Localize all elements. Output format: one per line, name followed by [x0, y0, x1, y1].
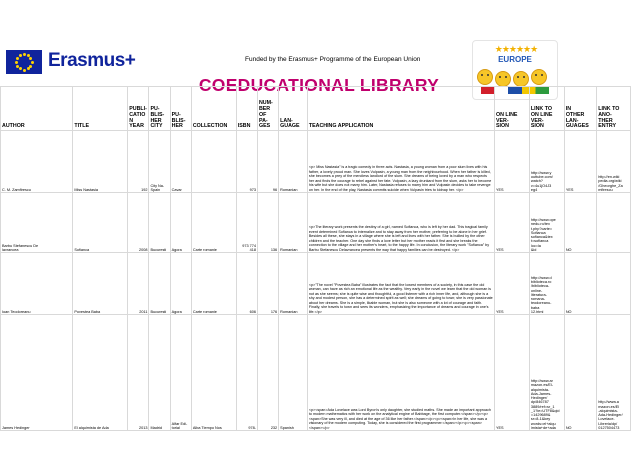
- table-header-row: [1, 87, 631, 131]
- cell-publisher: Alfar Edi- torial: [170, 315, 191, 431]
- erasmus-logo-text: Erasmus+: [48, 50, 136, 71]
- column-header-other-languages: IN OTHER LAN- GUAGES: [564, 87, 596, 131]
- cell-link[interactable]: http://www.ar mazon.es/El- alquimista- Ada-James- Hedinger/ dp/846787 3889/ref=sr_1 _1?ie=UTF8&qid =1429689& sr=8-1&key words=el+alqu imista+de+ada: [529, 315, 564, 431]
- cell-collection: Carte romanie: [191, 253, 236, 315]
- library-table-container: [0, 86, 638, 431]
- cell-title: El alquimista de Ada: [73, 315, 128, 431]
- eu-star-icon: [15, 61, 18, 64]
- column-header-publication-year: PUBLI- CATION YEAR: [128, 87, 149, 131]
- smiley-face-icon: [495, 71, 511, 87]
- column-header-author: AUTHOR: [1, 87, 73, 131]
- cell-link-other: [597, 253, 631, 315]
- cell-other-lang: YES: [564, 131, 596, 193]
- cell-other-lang: NO: [564, 315, 596, 431]
- cell-author: Ioan Teodoreanu: [1, 253, 73, 315]
- column-header-publisher: PU- BLIS- HER: [170, 87, 191, 131]
- cell-link-other[interactable]: http://www.a mazon.es/El -alquimista- Ada-Hedinger/ Lovelace- Libreria/dp/ 0127504473: [597, 315, 631, 431]
- cell-link-other[interactable]: http://en.wiki pedia.org/wiki /Gheorghe_Za mfirescu: [597, 131, 631, 193]
- eu-star-icon: [19, 67, 22, 70]
- column-header-isbn: ISBN: [236, 87, 257, 131]
- cell-isbn: 973: [236, 131, 257, 193]
- cell-isbn: 973 774 418: [236, 193, 257, 253]
- cell-online: YES: [494, 193, 529, 253]
- library-table: [0, 86, 631, 431]
- funding-statement: Funded by the Erasmus+ Programme of the European Union: [245, 56, 421, 63]
- cell-city: City Na- Spain: [149, 131, 170, 193]
- cell-online: YES: [494, 253, 529, 315]
- cell-pages: 136: [257, 193, 278, 253]
- erasmus-plus-logo: [6, 48, 141, 76]
- eu-star-icon: [16, 57, 19, 60]
- cell-link[interactable]: http://www.ope nedu.ro/tex t.php?carte= Sofianca sofianca&tex t=sofianca loc=la &id: [529, 193, 564, 253]
- cell-publisher: Agora: [170, 193, 191, 253]
- table-body: [1, 131, 631, 431]
- column-header-teaching-application: TEACHING APPLICATION: [307, 87, 494, 131]
- cell-title: Miss Nastasia: [73, 131, 128, 193]
- cell-pages: 96: [257, 131, 278, 193]
- eu-star-icon: [29, 57, 32, 60]
- cell-language: Romanian: [279, 193, 308, 253]
- cell-city: Bucuresti: [149, 253, 170, 315]
- cell-year: 192: [128, 131, 149, 193]
- eu-star-icon: [31, 61, 34, 64]
- eu-star-icon: [16, 65, 19, 68]
- cell-city: Bucuresti: [149, 193, 170, 253]
- badge-label: EUROPE: [498, 55, 532, 64]
- eu-star-icon: [23, 53, 26, 56]
- smiley-face-icon: [513, 71, 529, 87]
- column-header-language: LAN- GUAGE: [279, 87, 308, 131]
- cell-application: <p>"The novel "Povestea Baba" illustrates the fact that the lowest members of a society, in this case the old woman, can have as rich an emotional life as the wealthy. Very early in the novel we learn that the old woman is not as she seems; she is quite wise and thoughtful, a good listener with a rich inner life, and, although she is a shy and modest person, she has a determined spirit as well; she dreams of going to town; she is very passionate about her dreams. She is a simple, likable woman, but she is also someone with a lot of courage and faith. Finally, she travels to town and sees its wonders, emphasizing the importance of dreams and courage in one's life.</p>: [307, 253, 494, 315]
- column-header-pages: NUM- BER OF PA- GES: [257, 87, 278, 131]
- cell-city: Madrid: [149, 315, 170, 431]
- table-row: [1, 193, 631, 253]
- cell-collection: [191, 131, 236, 193]
- cell-other-lang: NO: [564, 193, 596, 253]
- column-header-collection: COLLECTION: [191, 87, 236, 131]
- cell-year: 2013: [128, 315, 149, 431]
- page-title: COEDUCATIONAL LIBRARY: [198, 75, 440, 95]
- cell-title: Sofianca: [73, 193, 128, 253]
- badge-stars-icon: ★★★★★★: [494, 44, 538, 54]
- cell-author: James Hedinger: [1, 315, 73, 431]
- column-header-online-link: LINK TO ON LINE VER- SION: [529, 87, 564, 131]
- column-header-title: TITLE: [73, 87, 128, 131]
- column-header-other-entry-link: LINK TO ANO- THER ENTRY: [597, 87, 631, 131]
- cell-application: <p><span>Ada Lovelace was Lord Byron's only daughter, she studied maths. She made an important approach to modern mathematics with her work on the analytical engine of Babbage, the first computer.</span></p><p><span>She was very ill, and died at the age of 36 like her father.</span></p><p><span>In her life, she was a visionary of the modern computing. Today, she is considered the first programmer.</span></p><p><span></span></p>: [307, 315, 494, 431]
- eu-flag-icon: [6, 50, 42, 74]
- table-row: [1, 253, 631, 315]
- table-row: [1, 131, 631, 193]
- eu-star-icon: [29, 65, 32, 68]
- column-header-online-version: ON LINE VER- SION: [494, 87, 529, 131]
- cell-other-lang: NO: [564, 253, 596, 315]
- table-row: [1, 315, 631, 431]
- cell-year: 2008: [128, 193, 149, 253]
- cell-title: Povestea Baba: [73, 253, 128, 315]
- cell-link-other: [597, 193, 631, 253]
- cell-isbn: 978-: [236, 315, 257, 431]
- cell-online: YES: [494, 131, 529, 193]
- cell-link[interactable]: http://www.y outtube.com/ watch? v=4u1jO4J3 eg4: [529, 131, 564, 193]
- eu-star-icon: [23, 69, 26, 72]
- cell-author: C. M. Zamfirescu: [1, 131, 73, 193]
- cell-collection: Alba Tiempo Nos: [191, 315, 236, 431]
- smiley-face-icon: [531, 69, 547, 85]
- cell-pages: 232: [257, 315, 278, 431]
- cell-publisher: Cavar: [170, 131, 191, 193]
- cell-year: 2011: [128, 253, 149, 315]
- cell-author: Barbu Stefanescu De lavrancea: [1, 193, 73, 253]
- cell-application: <p> Miss Nastasia" is a tragic comedy in three acts. Nastasia, a young woman from a poor slum lives with his father, a lovely proud man. She loves Vulpasin, a young man from the neighbourhood. When her father is killed, she becomes a prey of the merciless landlord of the slum. She dreams of being loved by a man who respects her and finds the courage to rebel against her fate. Vulpasin, a lazy drunkard from the slum, asks her to become his wife but she does not marry him. Later, Nastasia refuses to marry him and Vulpasin decides to take revenge on her. In the end of the play, Nastasia commits suicide when Vulpasin tries to kidnap her. </p>: [307, 131, 494, 193]
- page-header: [0, 0, 638, 100]
- eu-star-icon: [27, 67, 30, 70]
- cell-language: Romanian: [279, 253, 308, 315]
- cell-pages: 176: [257, 253, 278, 315]
- cell-collection: Carte romanie: [191, 193, 236, 253]
- cell-online: YES: [494, 315, 529, 431]
- cell-application: <p>The literary work presents the destiny of a girl, named Sofianca, who is left by her dad. This tragical family event determined Sofianca to internalize and to stay away from her mother, preferring to be alone in her grief. Besides all these, she stays in a village where she is left and lives with her father. She is bullied by the other children and the teacher. One day she finds a love letter but her mother reads it first and she breaks the connection to the village and her mother's heart, to the happy life. In conclusion, the literary work "Sofianca" by Barbu Stefanescu Delavrancea presents the way that happy families can be destroyed. </p>: [307, 193, 494, 253]
- cell-publisher: Agora: [170, 253, 191, 315]
- cell-link[interactable]: http://www.d biblioteca.ro /biblioteca- online- literatura- romana- teodoreanu- baba 12.html: [529, 253, 564, 315]
- eu-star-icon: [19, 54, 22, 57]
- column-header-publisher-city: PU- BLIS- HER CITY: [149, 87, 170, 131]
- smiley-face-icon: [477, 69, 493, 85]
- cell-language: Romanian: [279, 131, 308, 193]
- cell-language: Spanish: [279, 315, 308, 431]
- cell-isbn: 606: [236, 253, 257, 315]
